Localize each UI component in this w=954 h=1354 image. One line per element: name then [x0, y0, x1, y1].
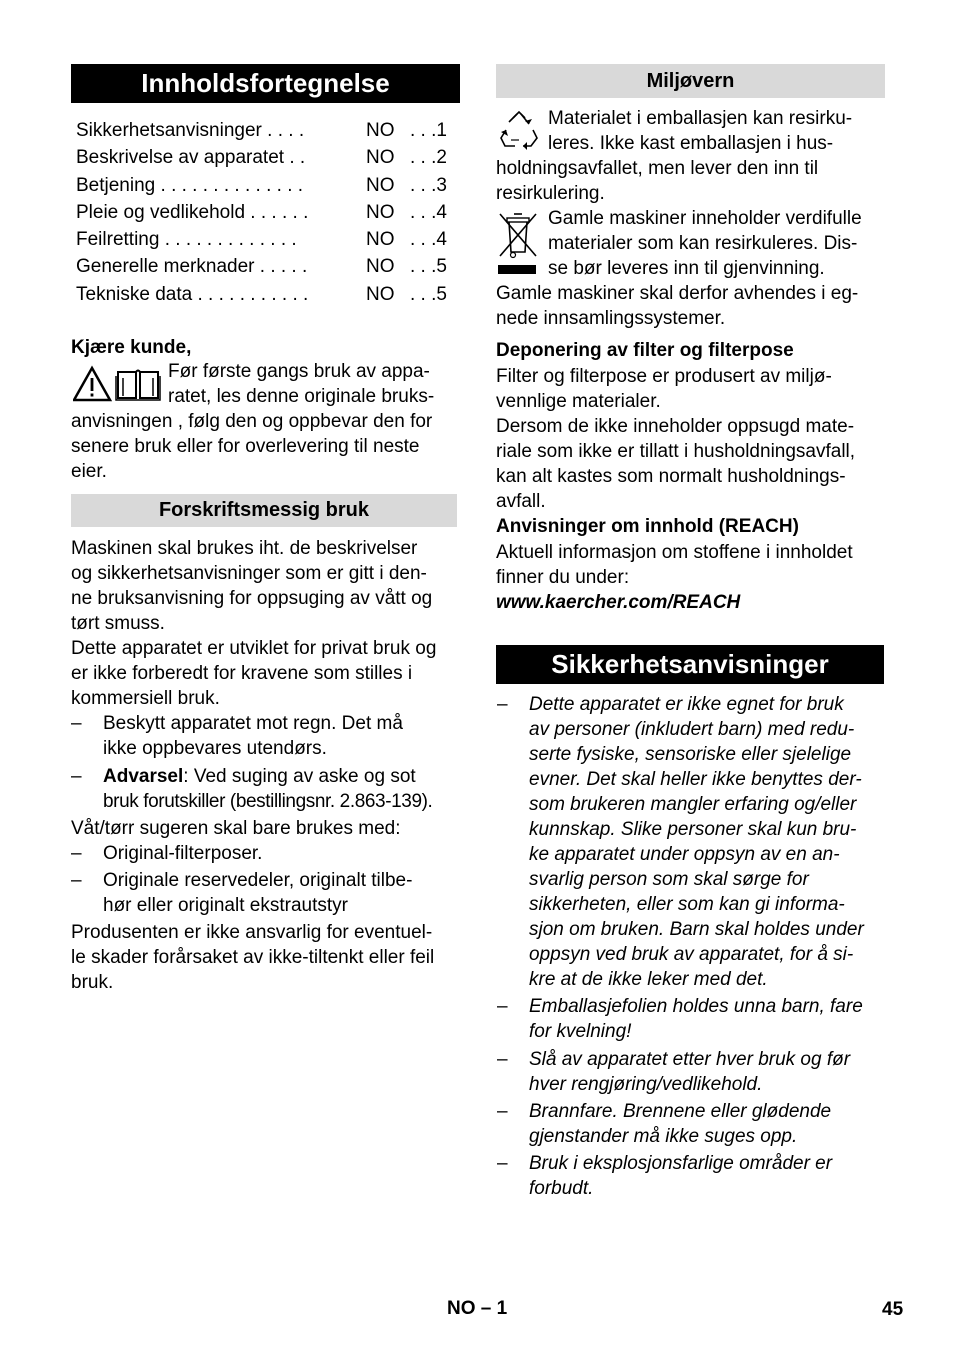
toc-item-title: Sikkerhetsanvisninger . . . . — [76, 120, 305, 141]
dash-marker: – — [497, 1153, 508, 1174]
safety-item-line: Brannfare. Brennene eller glødende — [529, 1101, 832, 1122]
intro-line-4: senere bruk eller for overlevering til neste — [71, 436, 420, 457]
intro-line-2: ratet, les denne originale bruks- — [168, 386, 435, 407]
use-p3-line: le skader forårsaket av ikke-tiltenkt eller feil — [71, 947, 435, 968]
safety-item-line: svarlig person som skal sørge for — [529, 869, 809, 890]
recycle-line: resirkulering. — [496, 183, 605, 204]
reach-line: Aktuell informasjon om stoffene i innholdet — [496, 542, 853, 563]
filter-line: riale som ikke er tillatt i husholdningsavfall, — [496, 441, 856, 462]
safety-item-line: gjenstander må ikke suges opp. — [529, 1126, 798, 1147]
toc-item-title: Beskrivelse av apparatet . . — [76, 147, 306, 168]
use-bullet-3 — [71, 841, 461, 866]
use-p1-line: ne bruksanvisning for oppsuging av vått og — [71, 588, 433, 609]
use-bullet-1 — [71, 711, 461, 761]
use-bullet-1-l2: ikke oppbevares utendørs. — [103, 738, 327, 759]
toc-row — [76, 284, 456, 311]
filter-line: Dersom de ikke inneholder oppsugd mate- — [496, 416, 855, 437]
toc-item-title: Tekniske data . . . . . . . . . . . — [76, 284, 309, 305]
safety-item-line: Emballasjefolien holdes unna barn, fare — [529, 996, 863, 1017]
safety-item-line: som brukeren mangler erfaring og/eller — [529, 794, 857, 815]
use-p1-line: Dette apparatet er utviklet for privat bruk og — [71, 638, 437, 659]
warning-label: Advarsel — [103, 766, 184, 787]
toc-row — [76, 256, 456, 283]
safety-item-line: hver rengjøring/vedlikehold. — [529, 1074, 763, 1095]
use-heading: Forskriftsmessig bruk — [71, 494, 457, 527]
weee-line: Gamle maskiner skal derfor avhendes i eg- — [496, 283, 859, 304]
toc-row — [76, 202, 456, 229]
dash-marker: – — [497, 1049, 508, 1070]
toc-item-page: . . .1 — [410, 120, 447, 141]
use-p3-line: bruk. — [71, 972, 114, 993]
dash-marker: – — [71, 870, 82, 891]
recycle-line: holdningsavfallet, men lever den inn til — [496, 158, 819, 179]
filter-line: avfall. — [496, 491, 546, 512]
filter-line: vennlige materialer. — [496, 391, 661, 412]
toc-item-page: . . .4 — [410, 202, 447, 223]
toc-title: Innholdsfortegnelse — [71, 64, 460, 103]
use-p3-line: Produsenten er ikke ansvarlig for eventuel- — [71, 922, 433, 943]
toc-row — [76, 175, 456, 202]
dash-marker: – — [497, 1101, 508, 1122]
use-bullet-2-l2: bruk forutskiller (bestillingsnr. 2.863-139). — [103, 791, 433, 812]
use-p1-line: er ikke forberedt for kravene som stilles i — [71, 663, 413, 684]
toc-item-lang: NO — [366, 175, 395, 196]
safety-item-line: oppsyn ved bruk av apparatet, for å si- — [529, 944, 854, 965]
toc-item-lang: NO — [366, 284, 395, 305]
use-bullet-4-l2: hør eller originalt ekstrautstyr — [103, 895, 348, 916]
intro-line-3: anvisningen , følg den og oppbevar den for — [71, 411, 433, 432]
toc-item-lang: NO — [366, 120, 395, 141]
use-p1-line: og sikkerhetsanvisninger som er gitt i den- — [71, 563, 427, 584]
use-bullet-4-l1: Originale reservedeler, originalt tilbe- — [103, 870, 413, 891]
env-heading: Miljøvern — [496, 64, 885, 98]
use-bullet-2-l1 — [103, 764, 416, 789]
weee-line: materialer som kan resirkuleres. Dis- — [548, 233, 858, 254]
safety-item-line: av personer (inkludert barn) med redu- — [529, 719, 855, 740]
dash-marker: – — [71, 713, 82, 734]
use-bullet-1-l1: Beskytt apparatet mot regn. Det må — [103, 713, 403, 734]
recycle-line: leres. Ikke kast emballasjen i hus- — [548, 133, 834, 154]
safety-item-line: forbudt. — [529, 1178, 594, 1199]
toc-item-lang: NO — [366, 256, 395, 277]
safety-item-line: Dette apparatet er ikke egnet for bruk — [529, 694, 844, 715]
crossed-bin-icon — [497, 210, 539, 278]
recycle-icon — [497, 110, 541, 152]
dash-marker: – — [497, 996, 508, 1017]
dash-marker: – — [497, 694, 508, 715]
use-bullet-2-text: : Ved suging av aske og sot — [183, 766, 416, 787]
safety-item-line: kunnskap. Slike personer skal kun bru- — [529, 819, 857, 840]
use-bullet-4 — [71, 868, 461, 918]
toc-item-title: Pleie og vedlikehold . . . . . . — [76, 202, 309, 223]
use-bullet-3-text: Original-filterposer. — [103, 843, 263, 864]
intro-line-5: eier. — [71, 461, 107, 482]
safety-item-line: sjon om bruken. Barn skal holdes under — [529, 919, 864, 940]
reach-heading: Anvisninger om innhold (REACH) — [496, 516, 799, 537]
filter-heading: Deponering av filter og filterpose — [496, 340, 794, 361]
use-bullet-2 — [71, 764, 461, 814]
weee-line: nede innsamlingssystemer. — [496, 308, 726, 329]
toc-row — [76, 120, 456, 147]
recycle-line: Materialet i emballasjen kan resirku- — [548, 108, 853, 129]
use-p1-line: kommersiell bruk. — [71, 688, 220, 709]
toc-row — [76, 229, 456, 256]
footer-label: NO – 1 — [447, 1298, 508, 1319]
toc-item-lang: NO — [366, 202, 395, 223]
reach-url[interactable]: www.kaercher.com/REACH — [496, 592, 741, 613]
safety-item-line: serte fysiske, sensoriske eller sjelelige — [529, 744, 852, 765]
toc-item-page: . . .3 — [410, 175, 447, 196]
toc-item-page: . . .5 — [410, 284, 447, 305]
intro-line-1: Før første gangs bruk av appa- — [168, 361, 430, 382]
weee-line: se bør leveres inn til gjenvinning. — [548, 258, 825, 279]
use-paragraph-2: Våt/tørr sugeren skal bare brukes med: — [71, 818, 401, 839]
dash-marker: – — [71, 766, 82, 787]
safety-item-line: ke apparatet under oppsyn av en an- — [529, 844, 840, 865]
toc-item-page: . . .4 — [410, 229, 447, 250]
toc-item-title: Feilretting . . . . . . . . . . . . . — [76, 229, 297, 250]
filter-line: Filter og filterpose er produsert av miljø- — [496, 366, 832, 387]
weee-line: Gamle maskiner inneholder verdifulle — [548, 208, 862, 229]
use-p1-line: Maskinen skal brukes iht. de beskrivelser — [71, 538, 418, 559]
safety-item-line: sikkerheten, eller som kan gi informa- — [529, 894, 845, 915]
safety-item-line: for kvelning! — [529, 1021, 632, 1042]
toc-item-lang: NO — [366, 229, 395, 250]
intro-heading: Kjære kunde, — [71, 337, 192, 358]
safety-item-line: kre at de ikke leker med det. — [529, 969, 768, 990]
toc-item-lang: NO — [366, 147, 395, 168]
toc-row — [76, 147, 456, 174]
toc-item-page: . . .5 — [410, 256, 447, 277]
filter-line: kan alt kastes som normalt husholdnings- — [496, 466, 846, 487]
safety-heading: Sikkerhetsanvisninger — [496, 645, 884, 684]
manual-book-icon — [115, 366, 161, 402]
toc-item-page: . . .2 — [410, 147, 447, 168]
safety-item-line: Bruk i eksplosjonsfarlige områder er — [529, 1153, 833, 1174]
use-p1-line: tørt smuss. — [71, 613, 165, 634]
toc-item-title: Betjening . . . . . . . . . . . . . . — [76, 175, 304, 196]
safety-item-line: Slå av apparatet etter hver bruk og før — [529, 1049, 851, 1070]
dash-marker: – — [71, 843, 82, 864]
toc-item-title: Generelle merknader . . . . . — [76, 256, 308, 277]
safety-item-line: evner. Det skal heller ikke benyttes der- — [529, 769, 862, 790]
reach-line: finner du under: — [496, 567, 630, 588]
page-number: 45 — [882, 1299, 904, 1320]
